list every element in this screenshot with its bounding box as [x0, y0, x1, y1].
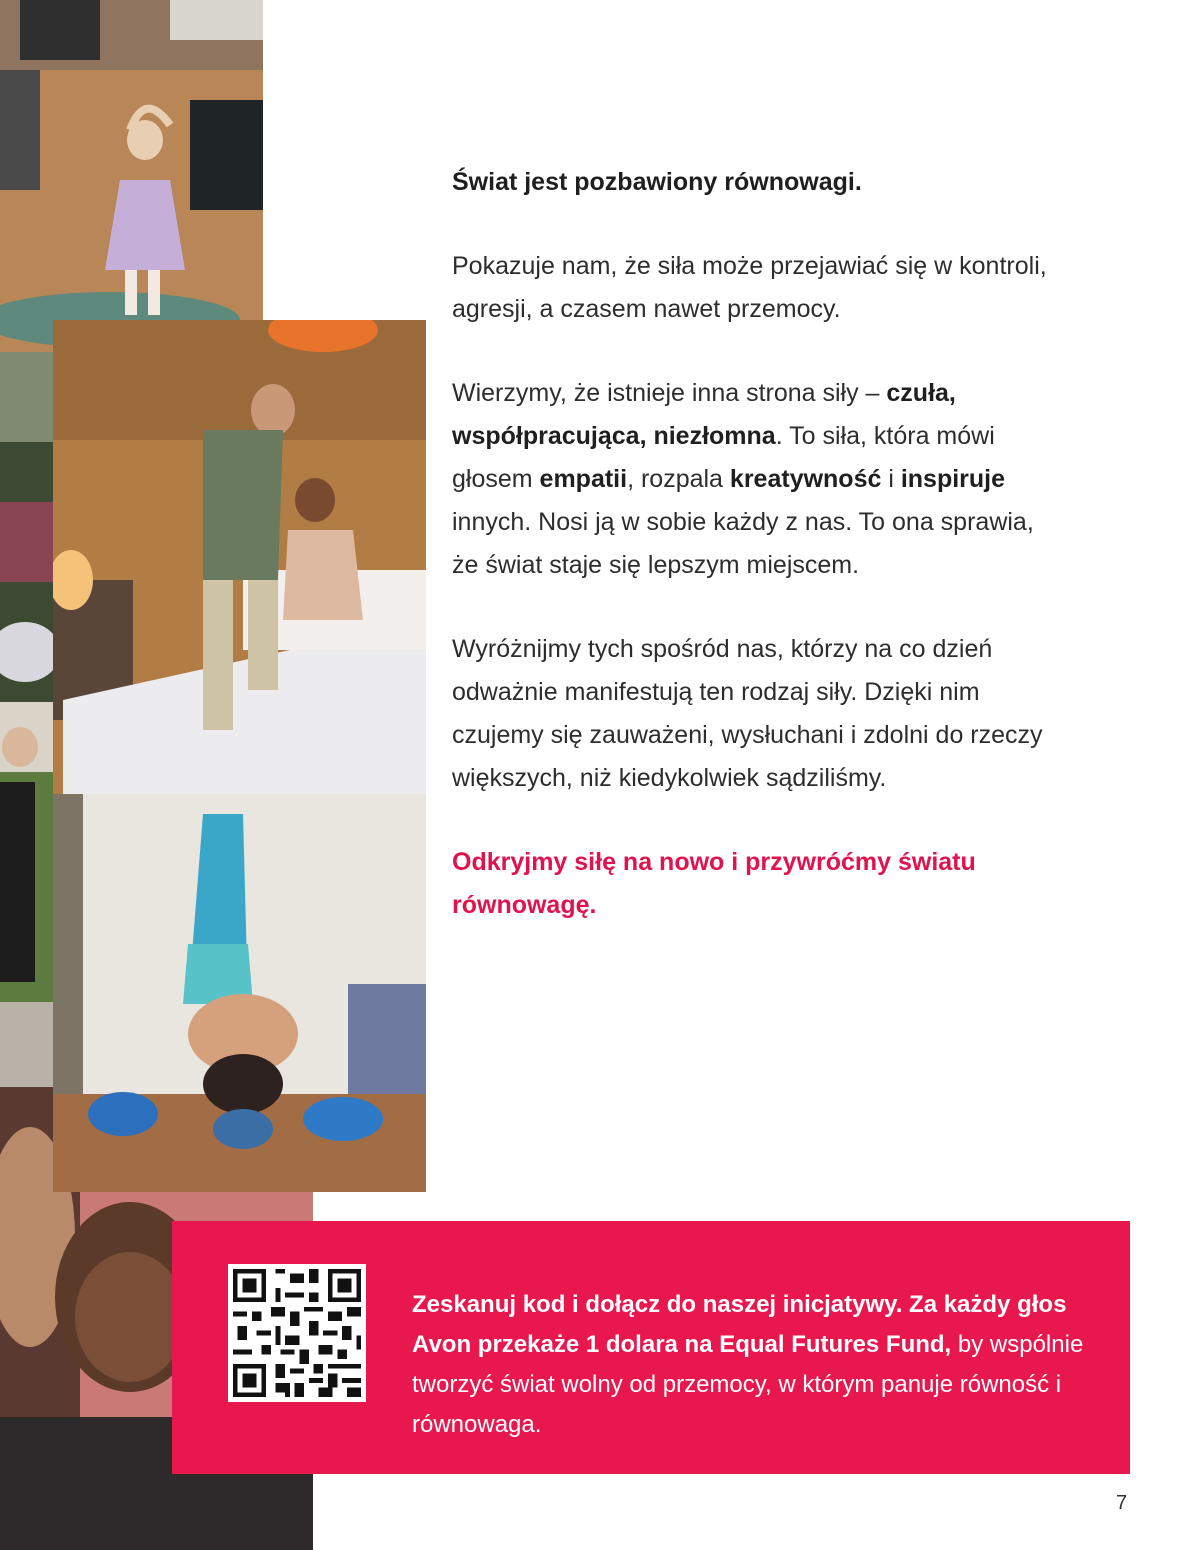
p2-text-a: Wierzymy, że istnieje inna strona siły – — [452, 378, 887, 407]
banner-text — [412, 1285, 1112, 1445]
p2-text-d: i — [881, 464, 901, 493]
qr-banner — [172, 1221, 1130, 1474]
p2-bold-c: kreatywność — [729, 464, 882, 493]
qr-code-icon[interactable] — [228, 1264, 366, 1402]
p2-bold-b: empatii — [539, 464, 628, 493]
paragraph-3: Wyróżnijmy tych spośród nas, którzy na co dzień odważnie manifestują ten rodzaj siły. Dzięki nim czujemy się zauważeni, wysłuchani i zdolni do rzeczy większych, niż kiedykolwiek sądziliśmy. — [452, 634, 1043, 792]
paragraph-2 — [452, 372, 1052, 587]
paragraph-1: Pokazuje nam, że siła może przejawiać się w kontroli, agresji, a czasem nawet przemocy. — [452, 251, 1047, 323]
p2-text-b: . To siła, która mówi głosem — [452, 421, 995, 493]
p2-bold-d: inspiruje — [900, 464, 1006, 493]
p2-text-e: innych. Nosi ją w sobie każdy z nas. To ona sprawia, że świat staje się lepszym miejscem. — [452, 507, 1034, 579]
photo-girl-ballet — [0, 0, 263, 352]
main-text — [452, 166, 1052, 927]
p2-bold-a: czuła, współpracująca, niezłomna — [452, 378, 956, 450]
call-to-action: Odkryjmy siłę na nowo i przywróćmy światu równowagę. — [452, 847, 976, 919]
photo-father-daughter-bed — [53, 320, 426, 794]
page-heading: Świat jest pozbawiony równowagi. — [452, 168, 862, 196]
banner-text-bold: Zeskanuj kod i dołącz do naszej inicjatywy. Za każdy głos Avon przekaże 1 dolara na Equal Futures Fund, — [412, 1291, 1067, 1358]
page-number: 7 — [1116, 1492, 1128, 1514]
p2-text-c: , rozpala — [627, 464, 730, 493]
banner-text-regular: by wspólnie tworzyć świat wolny od przemocy, w którym panuje równość i równowaga. — [412, 1331, 1084, 1438]
photo-drum-kit — [0, 352, 55, 702]
photo-yoga-headstand — [53, 794, 426, 1192]
